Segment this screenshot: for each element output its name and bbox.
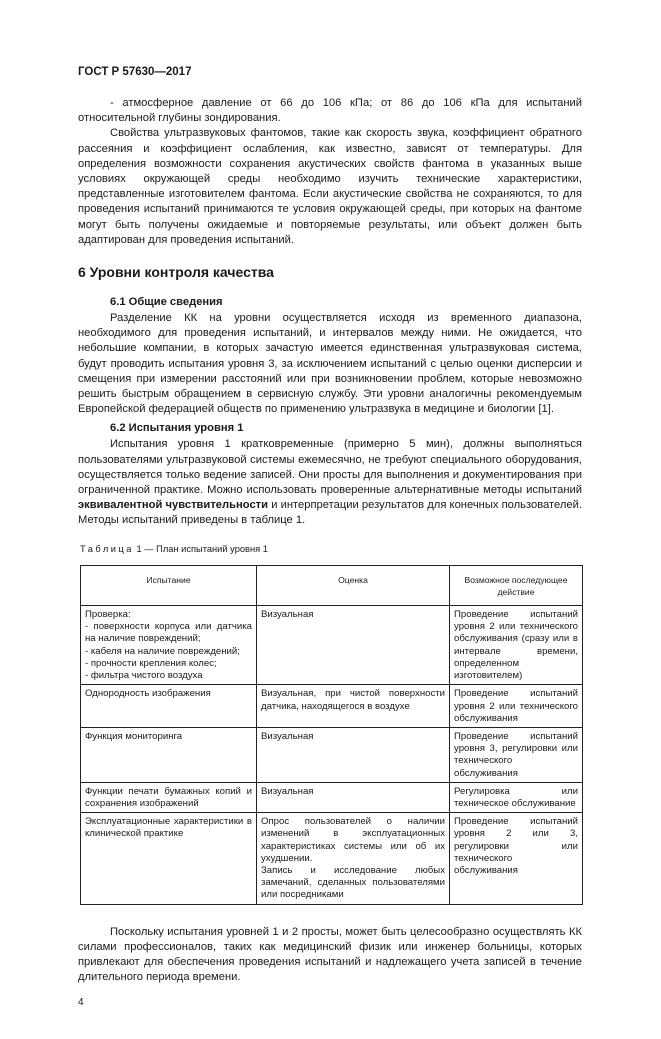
section-heading-6-1: 6.1 Общие сведения bbox=[110, 296, 223, 309]
table-cell: Функции печати бумажных копий и сохранения изображений bbox=[81, 782, 257, 812]
table-cell: Визуальная bbox=[257, 782, 450, 812]
paragraph-6-1 bbox=[78, 311, 582, 417]
table-row bbox=[81, 813, 583, 904]
section-heading-6: 6 Уровни контроля качества bbox=[78, 264, 274, 281]
table-cell: Однородность изображения bbox=[81, 685, 257, 728]
paragraph-phantom-properties bbox=[78, 126, 582, 248]
paragraph-text: и интерпретации результатов для конечных пользователей. Методы испытаний приведены в таблице 1. bbox=[78, 499, 582, 527]
table-cell: Проведение испытаний уровня 2 или технического обслуживания (сразу или в интервале времени, определенном изготовителем) bbox=[450, 606, 583, 685]
level1-test-plan-table bbox=[80, 565, 583, 905]
table-cell: Эксплуатационные характеристики в клинической практике bbox=[81, 813, 257, 904]
paragraph-conclusion bbox=[78, 925, 582, 986]
table-cell: Опрос пользователей о наличии изменений в эксплуатационных характеристиках системы или об их ухудшении. Запись и исследование любых замечаний, сделанных пользователями или посредниками bbox=[257, 813, 450, 904]
table-row bbox=[81, 606, 583, 685]
table-cell: Визуальная bbox=[257, 606, 450, 685]
paragraph-text: - атмосферное давление от 66 до 106 кПа; от 86 до 106 кПа для испытаний относительной глубины зондирования. bbox=[78, 97, 582, 125]
column-header: Возможное последующее действие bbox=[450, 565, 583, 605]
table-cell: Функция мониторинга bbox=[81, 727, 257, 782]
caption-word: Таблица bbox=[80, 543, 134, 554]
paragraph-6-2 bbox=[78, 437, 582, 528]
table-row bbox=[81, 782, 583, 812]
table-header-row bbox=[81, 565, 583, 605]
table-cell: Проведение испытаний уровня 2 или 3, регулировки или технического обслуживания bbox=[450, 813, 583, 904]
table-cell: Проведение испытаний уровня 3, регулировки или технического обслуживания bbox=[450, 727, 583, 782]
section-heading-6-2: 6.2 Испытания уровня 1 bbox=[110, 422, 244, 435]
document-header: ГОСТ Р 57630—2017 bbox=[78, 66, 192, 78]
caption-title: 1 — План испытаний уровня 1 bbox=[133, 543, 268, 554]
paragraph-pressure bbox=[78, 96, 582, 126]
table-cell: Визуальная, при чистой поверхности датчика, находящегося в воздухе bbox=[257, 685, 450, 728]
paragraph-text: Разделение КК на уровни осуществляется исходя из временного диапазона, необходимого для проведения испытаний, и интервалов между ними. Не ожидается, что небольшие компании, в которых зачастую имеется единственная ультразвуковая система, будут проводить испытания уровня 3, за исключением испытаний с целью оценки дисперсии и смещения при измерении расстояний или при возникновении проблем, которые невозможно решить быстрым обращением в сервисную службу. Эти уровни аналогичны рекомендуемым Европейской федерацией обществ по применению ультразвука в медицине и биологии [1]. bbox=[78, 312, 582, 416]
table-caption bbox=[80, 543, 582, 555]
paragraph-text: Поскольку испытания уровней 1 и 2 просты, может быть целесообразно осуществлять КК силами профессионалов, таких как медицинский физик или инженер больницы, которых привлекают для обеспечения проведения испытаний и надлежащего учета записей в течение длительного периода времени. bbox=[78, 925, 582, 984]
table-row bbox=[81, 727, 583, 782]
paragraph-text: Свойства ультразвуковых фантомов, такие как скорость звука, коэффициент обратного рассеяния и коэффициент ослабления, как известно, зависят от температуры. Для определения возможности сохранения акустических свойств фантома в указанных выше условиях окружающей среды необходимо изучить технические характеристики, представленные изготовителем фантома. Если акустические свойства не сохраняются, то для проведения испытаний принимаются те условия окружающей среды, при которых на фантоме могут быть получены ожидаемые и повторяемые результаты, или объект должен быть адаптирован для проведения испытаний. bbox=[78, 127, 582, 246]
document-page bbox=[78, 0, 582, 1039]
column-header: Испытание bbox=[81, 565, 257, 605]
table-cell: Регулировка или техническое обслуживание bbox=[450, 782, 583, 812]
paragraph-text: Испытания уровня 1 кратковременные (примерно 5 мин), должны выполняться пользователями ультразвуковой системы ежемесячно, не требуют специального оборудования, осуществляется только ведение записей. Они просты для выполнения и документирования при ограниченной практике. Можно использовать проверенные альтернативные методы испытаний bbox=[78, 438, 582, 497]
table-row bbox=[81, 685, 583, 728]
table-cell: Проведение испытаний уровня 2 или технического обслуживания bbox=[450, 685, 583, 728]
table-cell: Проверка: - поверхности корпуса или датчика на наличие повреждений; - кабеля на наличие повреждений; - прочности крепления колес; - фильтра чистого воздуха bbox=[81, 606, 257, 685]
bold-term: эквивалентной чувствительности bbox=[78, 499, 269, 512]
page-number: 4 bbox=[78, 997, 84, 1009]
column-header: Оценка bbox=[257, 565, 450, 605]
table-cell: Визуальная bbox=[257, 727, 450, 782]
